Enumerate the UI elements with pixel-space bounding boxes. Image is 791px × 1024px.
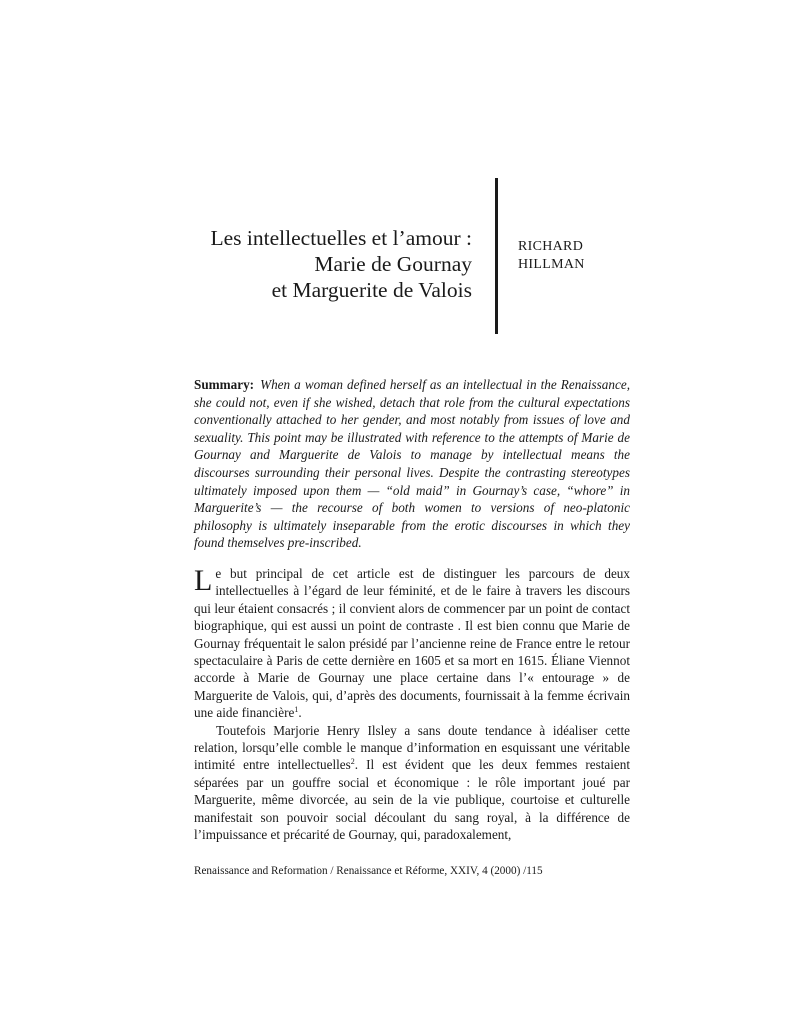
article-body (194, 565, 630, 844)
paragraph-2-end: . Il est évident que les deux femmes restaient séparées par un gouffre social et économique : le rôle important joué par Marguerite, même divorcée, au sein de la vie publique, courtoise et culturelle manifestait son pouvoir social découlant du sang royal, à la différence de l’impuissance et précarité de Gournay, qui, paradoxalement, (194, 757, 630, 843)
author-last-name: HILLMAN (518, 257, 585, 272)
paragraph-2 (194, 722, 630, 844)
drop-cap: L (194, 564, 213, 597)
title-line-2: Marie de Gournay (314, 252, 472, 276)
paragraph-1 (194, 565, 630, 722)
title-line-1: Les intellectuelles et l’amour : (210, 226, 472, 250)
paragraph-2-text: Toutefois Marjorie Henry Ilsley a sans doute tendance à idéaliser cette relation, lorsqu’elle comble le manque d’information en esquissant une véritable intimité entre intellectuelles (194, 722, 630, 773)
paragraph-1-end: . (298, 705, 302, 721)
article-title (150, 225, 472, 303)
title-line-3: et Marguerite de Valois (271, 278, 472, 302)
author-name (518, 238, 585, 274)
footnote-ref-1[interactable]: 1 (294, 705, 299, 715)
abstract-label: Summary: (194, 377, 255, 392)
footnote-ref-2[interactable]: 2 (350, 757, 355, 767)
abstract-text: When a woman defined herself as an intellectual in the Renaissance, she could not, even if she wished, detach that role from the cultural expectations conventionally attached to her gender, and most notably from issues of love and sexuality. This point may be illustrated with reference to the attempts of Marie de Gournay and Marguerite de Valois to manage by intellectual means the discourses surrounding their personal lives. Despite the contrasting stereotypes ultimately imposed upon them — “old maid” in Gournay’s case, “whore” in Marguerite’s — the recourse of both women to versions of neo-platonic philosophy is ultimately inseparable from the erotic discourses in which they found themselves pre-inscribed. (194, 377, 630, 551)
running-footer: Renaissance and Reformation / Renaissance et Réforme, XXIV, 4 (2000) /115 (194, 865, 543, 877)
paragraph-1-text: e but principal de cet article est de distinguer les parcours de deux intellectuelles à l’égard de leur féminité, et de le faire à travers les discours qui leur étaient consacrés ; il convient alors de commencer par un point de contact biographique, qui est aussi un point de contraste . Il est bien connu que Marie de Gournay fréquentait le salon présidé par l’ancienne reine de France entre le retour spectaculaire à Paris de cette dernière en 1605 et sa mort en 1615. Éliane Viennot accorde à Marie de Gournay une place certaine dans l’« entourage » de Marguerite de Valois, qui, d’après des documents, fournissait à la femme écrivain une aide financière (194, 566, 630, 721)
author-first-name: RICHARD (518, 239, 584, 254)
abstract (194, 376, 630, 552)
title-divider (495, 178, 498, 334)
